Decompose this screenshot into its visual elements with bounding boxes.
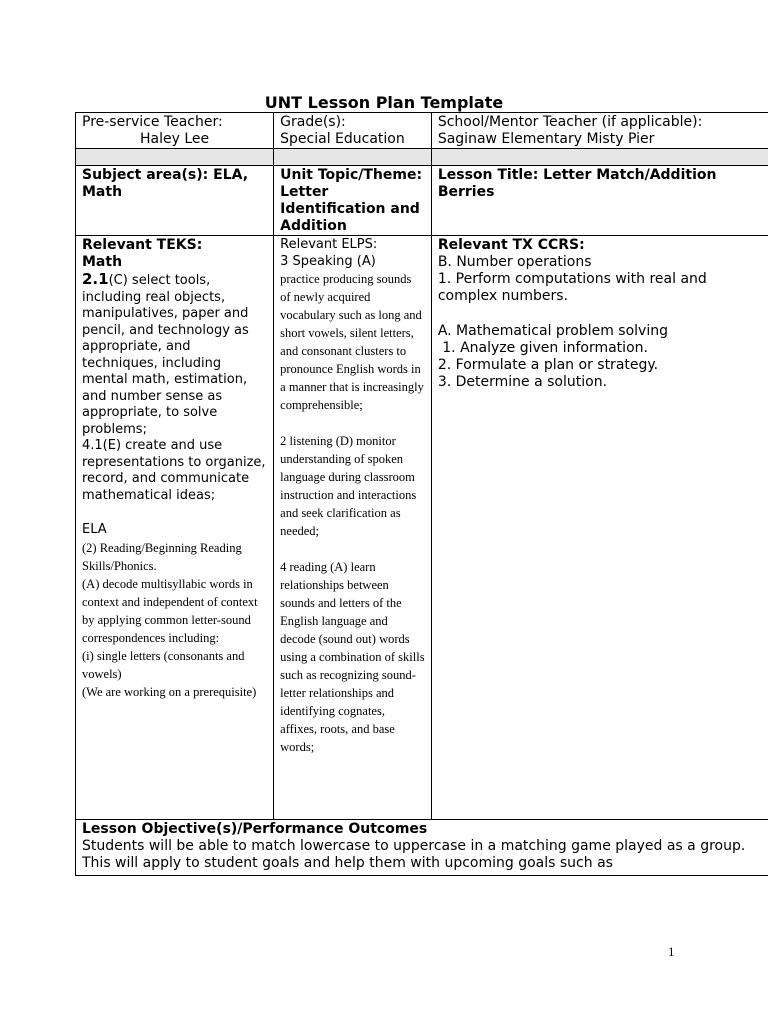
teacher-name: Haley Lee — [140, 131, 210, 147]
spacer-row — [76, 149, 768, 166]
teks-ela-line-3: (i) single letters (consonants and vowels) — [82, 648, 245, 681]
teks-ela-line-2: (A) decode multisyllabic words in context and independent of context by applying common letter-sound correspondences including: — [82, 576, 258, 645]
lesson-title-cell — [431, 166, 768, 236]
objectives-heading: Lesson Objective(s)/Performance Outcomes — [82, 821, 428, 837]
grade-cell — [274, 113, 432, 149]
teks-item-1 — [82, 271, 267, 438]
school-label: School/Mentor Teacher (if applicable): — [437, 114, 703, 130]
unit-cell — [274, 166, 432, 236]
elps-cell — [274, 236, 432, 820]
spacer-cell — [76, 149, 274, 166]
teks-cell — [76, 236, 274, 820]
objectives-row — [76, 820, 768, 876]
objectives-cell — [76, 820, 768, 876]
teks-item-1-text: (C) select tools, including real objects, manipulatives, paper and pencil, and technology as appropriate, and techniques, including mental math, estimation, and number sense as appropriate, to solve problems; — [82, 273, 249, 437]
lesson-plan-table — [75, 112, 768, 876]
grade-value: Special Education — [280, 131, 405, 147]
grade-label: Grade(s): — [280, 114, 346, 130]
standards-row — [76, 236, 768, 820]
teks-ela-line-1: (2) Reading/Beginning Reading Skills/Phonics. — [82, 540, 242, 573]
ccrs-b-heading: B. Number operations — [437, 254, 592, 270]
page-number: 1 — [668, 944, 675, 959]
elps-p3-text: 4 reading (A) learn relationships between sounds and letters of the English language and decode (sound out) words using a combination of skills such as recognizing sound-letter relationships and identifying cognates, affixes, roots, and base words; — [280, 560, 425, 754]
header-row — [76, 113, 768, 149]
document-title: UNT Lesson Plan Template — [264, 93, 504, 112]
elps-heading: Relevant ELPS: — [280, 237, 378, 252]
subject-row — [76, 166, 768, 236]
elps-p2-text: 2 listening (D) monitor understanding of spoken language during classroom instruction and interactions and seek clarification as needed; — [280, 434, 417, 538]
unit-topic: Unit Topic/Theme: Letter Identification and Addition — [280, 167, 423, 234]
subject-area: Subject area(s): ELA, Math — [82, 167, 249, 200]
objectives-text: Students will be able to match lowercase to uppercase in a matching game played as a group. This will apply to student goals and help them with upcoming goals such as — [82, 838, 746, 871]
elps-p1-text: practice producing sounds of newly acquired vocabulary such as long and short vowels, silent letters, and consonant clusters to pronounce English words in a manner that is increasingly comprehensible; — [280, 272, 424, 412]
ccrs-a-item-3: 3. Determine a solution. — [437, 374, 608, 390]
teks-item-2: 4.1(E) create and use representations to organize, record, and communicate mathematical ideas; — [82, 438, 266, 503]
school-cell — [431, 113, 768, 149]
ccrs-a-heading: A. Mathematical problem solving — [437, 323, 668, 339]
ccrs-b-item-1: 1. Perform computations with real and complex numbers. — [437, 271, 707, 304]
teks-ela-label: ELA — [82, 522, 107, 537]
ccrs-a-item-1: 1. Analyze given information. — [437, 340, 648, 356]
teks-ela-line-4: (We are working on a prerequisite) — [82, 684, 257, 699]
school-value: Saginaw Elementary Misty Pier — [437, 131, 655, 147]
ccrs-a-item-2: 2. Formulate a plan or strategy. — [437, 357, 659, 373]
teks-item-1-num: 2.1 — [82, 270, 109, 288]
ccrs-heading: Relevant TX CCRS: — [437, 237, 585, 253]
teacher-cell — [76, 113, 274, 149]
teacher-label: Pre-service Teacher: — [82, 114, 223, 130]
lesson-title: Lesson Title: Letter Match/Addition Berries — [437, 167, 717, 200]
teks-heading: Relevant TEKS: — [82, 237, 203, 253]
spacer-cell — [274, 149, 432, 166]
spacer-cell — [431, 149, 768, 166]
subject-cell — [76, 166, 274, 236]
teks-math-label: Math — [82, 254, 123, 270]
elps-p1-lead: 3 Speaking (A) — [280, 253, 376, 269]
ccrs-cell — [431, 236, 768, 820]
